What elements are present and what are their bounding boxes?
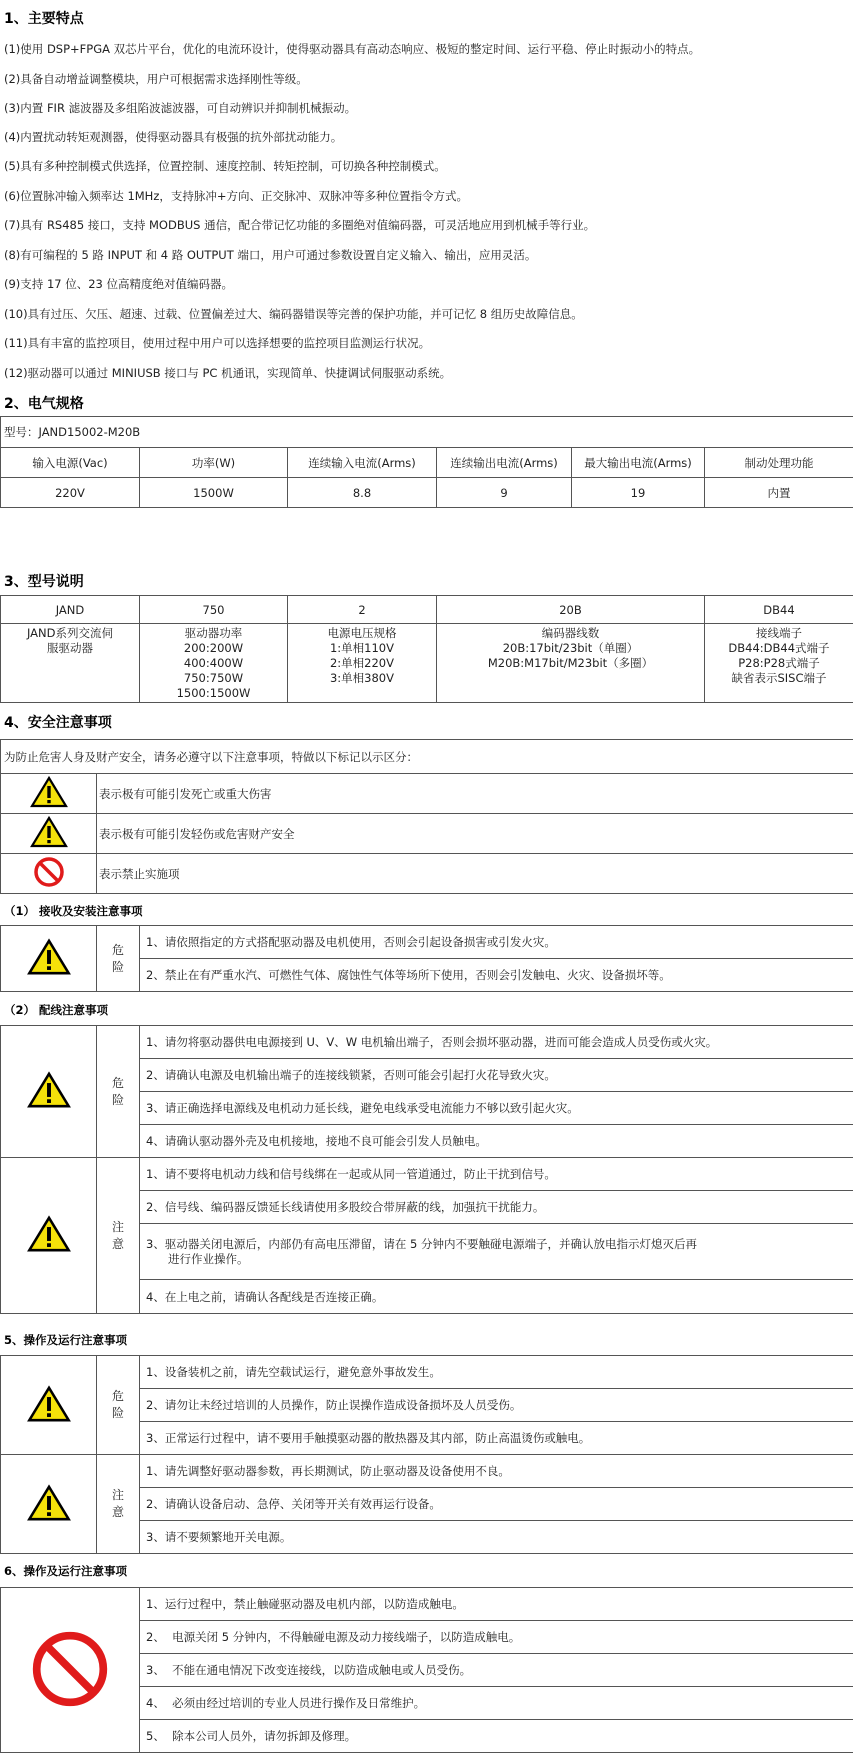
desc-line: 200:200W xyxy=(183,641,244,655)
model-desc-encoder xyxy=(437,624,705,703)
prohibit-item: 4、 必须由经过培训的专业人员进行操作及日常维护。 xyxy=(140,1687,853,1720)
spec-value: 1500W xyxy=(140,478,288,508)
danger-label xyxy=(97,1356,140,1455)
warning-danger-icon xyxy=(1,1356,97,1455)
prohibit-icon xyxy=(1,1588,140,1753)
feature-item: (4)内置扰动转矩观测器，使得驱动器具有极强的抗外部扰动能力。 xyxy=(4,130,343,144)
wiring-caution-item xyxy=(140,1224,853,1280)
feature-item: (10)具有过压、欠压、超速、过载、位置偏差过大、编码器错误等完善的保护功能，并可记忆 8 组历史故障信息。 xyxy=(4,307,583,321)
subsection-title-install: （1） 接收及安装注意事项 xyxy=(4,904,143,918)
operation-danger-item: 2、请勿让未经过培训的人员操作，防止误操作造成设备损坏及人员受伤。 xyxy=(140,1389,853,1422)
spec-value: 8.8 xyxy=(288,478,437,508)
legend-text: 表示禁止实施项 xyxy=(97,854,853,894)
desc-line: 2:单相220V xyxy=(329,656,394,670)
feature-item: (1)使用 DSP+FPGA 双芯片平台，优化的电流环设计，使得驱动器具有高动态响应、极短的整定时间、运行平稳、停止时振动小的特点。 xyxy=(4,42,701,56)
wiring-danger-item: 2、请确认电源及电机输出端子的连接线锁紧，否则可能会引起打火花导致火灾。 xyxy=(140,1059,853,1092)
prohibit-item: 3、 不能在通电情况下改变连接线，以防造成触电或人员受伤。 xyxy=(140,1654,853,1687)
prohibit-item: 5、 除本公司人员外，请勿拆卸及修理。 xyxy=(140,1720,853,1753)
operation-danger-item: 1、设备装机之前，请先空载试运行，避免意外事故发生。 xyxy=(140,1356,853,1389)
caution-line: 进行作业操作。 xyxy=(168,1251,249,1266)
label-char: 险 xyxy=(111,1092,124,1107)
desc-line: 20B:17bit/23bit（单圈） xyxy=(502,641,639,655)
prohibit-table xyxy=(0,1587,853,1753)
section-title-prohibit: 6、操作及运行注意事项 xyxy=(4,1564,128,1578)
desc-line: 400:400W xyxy=(183,656,244,670)
spec-model: 型号：JAND15002-M20B xyxy=(1,417,853,448)
label-char: 注 xyxy=(111,1219,124,1234)
desc-line: 接线端子 xyxy=(756,626,802,640)
spec-header: 最大输出电流(Arms) xyxy=(572,448,705,478)
feature-item: (11)具有丰富的监控项目，使用过程中用户可以选择想要的监控项目监测运行状况。 xyxy=(4,336,431,350)
caution-label xyxy=(97,1158,140,1314)
label-char: 险 xyxy=(111,1406,124,1420)
desc-line: 电源电压规格 xyxy=(327,626,397,640)
label-char: 意 xyxy=(111,1505,124,1519)
label-char: 意 xyxy=(111,1236,124,1251)
label-char: 危 xyxy=(111,1389,124,1403)
model-desc-terminal xyxy=(705,624,853,703)
model-desc-power xyxy=(140,624,288,703)
model-code: JAND xyxy=(1,596,140,624)
model-desc-voltage xyxy=(288,624,437,703)
wiring-danger-item: 3、请正确选择电源线及电机动力延长线，避免电线承受电流能力不够以致引起火灾。 xyxy=(140,1092,853,1125)
install-item: 2、禁止在有严重水汽、可燃性气体、腐蚀性气体等场所下使用，否则会引发触电、火灾、设备损坏等。 xyxy=(140,959,853,992)
desc-line: 服驱动器 xyxy=(47,641,93,655)
label-char: 险 xyxy=(111,959,124,974)
spec-value: 19 xyxy=(572,478,705,508)
desc-line: 缺省表示SISC端子 xyxy=(731,671,827,685)
legend-text: 表示极有可能引发轻伤或危害财产安全 xyxy=(97,814,853,854)
desc-line: M20B:M17bit/M23bit（多圈） xyxy=(487,656,654,670)
operation-caution-item: 1、请先调整好驱动器参数，再长期测试，防止驱动器及设备使用不良。 xyxy=(140,1455,853,1488)
feature-item: (2)具备自动增益调整模块，用户可根据需求选择刚性等级。 xyxy=(4,72,308,86)
spec-table xyxy=(0,416,853,508)
install-item: 1、请依照指定的方式搭配驱动器及电机使用，否则会引起设备损害或引发火灾。 xyxy=(140,926,853,959)
subsection-title-wiring: （2） 配线注意事项 xyxy=(4,1003,109,1017)
operation-caution-item: 2、请确认设备启动、急停、关闭等开关有效再运行设备。 xyxy=(140,1488,853,1521)
desc-line: DB44:DB44式端子 xyxy=(728,641,830,655)
model-code: 750 xyxy=(140,596,288,624)
operation-caution-item: 3、请不要频繁地开关电源。 xyxy=(140,1521,853,1554)
warning-caution-icon xyxy=(1,1158,97,1314)
safety-legend-table xyxy=(0,739,853,894)
wiring-danger-item: 4、请确认驱动器外壳及电机接地，接地不良可能会引发人员触电。 xyxy=(140,1125,853,1158)
spec-value: 9 xyxy=(437,478,572,508)
spec-value: 内置 xyxy=(705,478,853,508)
desc-line: 驱动器功率 xyxy=(184,626,243,640)
install-table xyxy=(0,925,853,992)
legend-text: 表示极有可能引发死亡或重大伤害 xyxy=(97,774,853,814)
label-char: 危 xyxy=(111,942,124,957)
wiring-caution-item: 1、请不要将电机动力线和信号线绑在一起或从同一管道通过，防止干扰到信号。 xyxy=(140,1158,853,1191)
feature-item: (7)具有 RS485 接口，支持 MODBUS 通信，配合带记忆功能的多圈绝对值编码器，可灵活地应用到机械手等行业。 xyxy=(4,218,596,232)
prohibit-item: 1、运行过程中，禁止触碰驱动器及电机内部，以防造成触电。 xyxy=(140,1588,853,1621)
desc-line: 750:750W xyxy=(183,671,244,685)
feature-item: (6)位置脉冲输入频率达 1MHz，支持脉冲+方向、正交脉冲、双脉冲等多种位置指令方式。 xyxy=(4,189,468,203)
section-title-safety: 4、安全注意事项 xyxy=(4,715,112,731)
wiring-danger-item: 1、请勿将驱动器供电电源接到 U、V、W 电机输出端子，否则会损坏驱动器，进而可能会造成人员受伤或火灾。 xyxy=(140,1026,853,1059)
warning-caution-icon xyxy=(1,1455,97,1554)
spec-header: 功率(W) xyxy=(140,448,288,478)
danger-label xyxy=(97,926,140,992)
prohibit-icon xyxy=(1,854,97,894)
spec-header: 制动处理功能 xyxy=(705,448,853,478)
warning-caution-icon xyxy=(1,814,97,854)
prohibit-item: 2、 电源关闭 5 分钟内，不得触碰电源及动力接线端子，以防造成触电。 xyxy=(140,1621,853,1654)
spec-header: 连续输入电流(Arms) xyxy=(288,448,437,478)
section-title-operation: 5、操作及运行注意事项 xyxy=(4,1333,128,1347)
model-desc-series xyxy=(1,624,140,703)
feature-item: (5)具有多种控制模式供选择，位置控制、速度控制、转矩控制，可切换各种控制模式。 xyxy=(4,159,446,173)
desc-line: 3:单相380V xyxy=(329,671,394,685)
section-title-features: 1、主要特点 xyxy=(4,11,84,27)
caution-label xyxy=(97,1455,140,1554)
spec-header: 输入电源(Vac) xyxy=(1,448,140,478)
feature-item: (12)驱动器可以通过 MINIUSB 接口与 PC 机通讯，实现简单、快捷调试伺服驱动系统。 xyxy=(4,366,452,380)
feature-item: (3)内置 FIR 滤波器及多组陷波滤波器，可自动辨识并抑制机械振动。 xyxy=(4,101,357,115)
label-char: 注 xyxy=(111,1488,124,1502)
caution-line: 3、驱动器关闭电源后，内部仍有高电压滞留，请在 5 分钟内不要触碰电源端子，并确认放电指示灯熄灭后再 xyxy=(146,1236,697,1251)
section-title-electrical: 2、电气规格 xyxy=(4,396,84,412)
section-title-model: 3、型号说明 xyxy=(4,574,84,590)
feature-item: (9)支持 17 位、23 位高精度绝对值编码器。 xyxy=(4,277,234,291)
wiring-caution-item: 2、信号线、编码器反馈延长线请使用多股绞合带屏蔽的线，加强抗干扰能力。 xyxy=(140,1191,853,1224)
desc-line: JAND系列交流伺 xyxy=(26,626,113,640)
operation-danger-item: 3、正常运行过程中，请不要用手触摸驱动器的散热器及其内部，防止高温烫伤或触电。 xyxy=(140,1422,853,1455)
model-code: 2 xyxy=(288,596,437,624)
desc-line: 1:单相110V xyxy=(329,641,394,655)
wiring-caution-item: 4、在上电之前，请确认各配线是否连接正确。 xyxy=(140,1280,853,1314)
safety-intro: 为防止危害人身及财产安全，请务必遵守以下注意事项，特做以下标记以示区分： xyxy=(1,740,853,774)
model-table xyxy=(0,595,853,703)
operation-table xyxy=(0,1355,853,1554)
desc-line: P28:P28式端子 xyxy=(738,656,820,670)
warning-danger-icon xyxy=(1,926,97,992)
model-code: 20B xyxy=(437,596,705,624)
spec-header: 连续输出电流(Arms) xyxy=(437,448,572,478)
warning-danger-icon xyxy=(1,774,97,814)
desc-line: 编码器线数 xyxy=(541,626,600,640)
model-code: DB44 xyxy=(705,596,853,624)
wiring-table xyxy=(0,1025,853,1314)
feature-item: (8)有可编程的 5 路 INPUT 和 4 路 OUTPUT 端口，用户可通过参数设置自定义输入、输出，应用灵活。 xyxy=(4,248,537,262)
spec-value: 220V xyxy=(1,478,140,508)
label-char: 危 xyxy=(111,1075,124,1090)
warning-danger-icon xyxy=(1,1026,97,1158)
danger-label xyxy=(97,1026,140,1158)
desc-line: 1500:1500W xyxy=(176,686,251,700)
